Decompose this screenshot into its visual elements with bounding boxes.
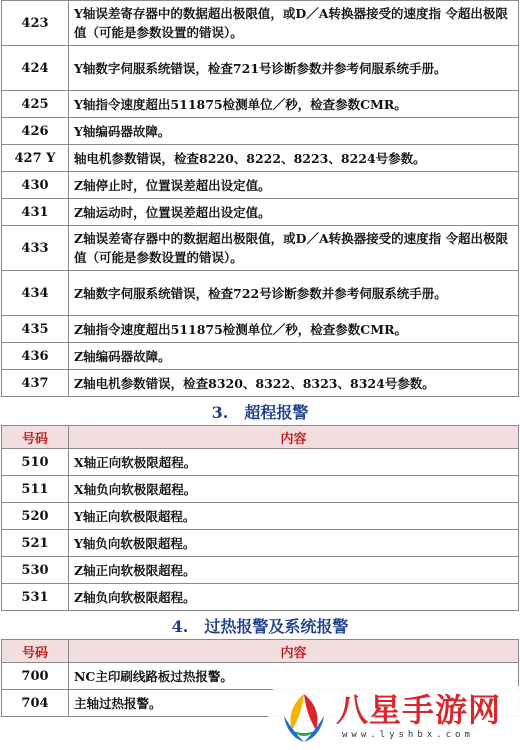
table-row	[2, 476, 519, 503]
alarm-code: 434	[2, 271, 69, 316]
alarm-code: 704	[2, 690, 69, 717]
alarm-code: 531	[2, 584, 69, 611]
alarm-description: Y轴编码器故障。	[69, 118, 519, 145]
alarm-code: 426	[2, 118, 69, 145]
table-row	[2, 530, 519, 557]
alarm-description: Y轴误差寄存器中的数据超出极限值，或D／A转换器接受的速度指 令超出极限值（可能是参数设置的错误）。	[69, 1, 519, 46]
alarm-code: 511	[2, 476, 69, 503]
alarm-code: 427 Y	[2, 145, 69, 172]
alarm-description: Z轴指令速度超出511875检测单位／秒，检查参数CMR。	[69, 316, 519, 343]
alarm-code: 700	[2, 663, 69, 690]
section-title-overheat: 4. 过热报警及系统报警	[2, 611, 519, 640]
leaf-logo-icon	[276, 690, 332, 746]
table-row	[2, 449, 519, 476]
section-title-overtravel: 3. 超程报警	[2, 397, 519, 426]
brand-name: 八星手游网	[336, 691, 502, 729]
alarm-description: Y轴数字伺服系统错误，检查721号诊断参数并参考伺服系统手册。	[69, 46, 519, 91]
table-row	[2, 226, 519, 271]
table-row	[2, 145, 519, 172]
alarm-description: Y轴指令速度超出511875检测单位／秒，检查参数CMR。	[69, 91, 519, 118]
site-watermark	[268, 686, 520, 750]
alarm-description: Y轴正向软极限超程。	[69, 503, 519, 530]
alarm-code: 521	[2, 530, 69, 557]
alarm-description: 主轴过热报警。	[69, 690, 519, 717]
alarm-description: Z轴运动时，位置误差超出设定值。	[69, 199, 519, 226]
alarm-description: Z轴停止时，位置误差超出设定值。	[69, 172, 519, 199]
table-row	[2, 316, 519, 343]
alarm-code: 430	[2, 172, 69, 199]
table-row	[2, 91, 519, 118]
alarm-code: 425	[2, 91, 69, 118]
brand-url: www.lyshbx.com	[342, 730, 474, 740]
column-header-code: 号码	[2, 640, 69, 663]
alarm-code: 435	[2, 316, 69, 343]
table-row	[2, 199, 519, 226]
alarm-description: Z轴编码器故障。	[69, 343, 519, 370]
column-header-code: 号码	[2, 426, 69, 449]
table-row	[2, 584, 519, 611]
table-header-row	[2, 640, 519, 663]
table-row	[2, 503, 519, 530]
alarm-description: Z轴电机参数错误，检查8320、8322、8323、8324号参数。	[69, 370, 519, 397]
alarm-code: 530	[2, 557, 69, 584]
alarm-code: 423	[2, 1, 69, 46]
table-row	[2, 343, 519, 370]
section-title-row	[2, 397, 519, 426]
alarm-description: Z轴正向软极限超程。	[69, 557, 519, 584]
table-row	[2, 370, 519, 397]
alarm-code: 436	[2, 343, 69, 370]
alarm-description: 轴电机参数错误，检查8220、8222、8223、8224号参数。	[69, 145, 519, 172]
alarm-table	[1, 0, 519, 717]
table-row	[2, 172, 519, 199]
table-row	[2, 557, 519, 584]
section-title-row	[2, 611, 519, 640]
table-row	[2, 1, 519, 46]
alarm-code: 424	[2, 46, 69, 91]
table-row	[2, 271, 519, 316]
alarm-description: X轴负向软极限超程。	[69, 476, 519, 503]
alarm-description: Z轴数字伺服系统错误，检查722号诊断参数并参考伺服系统手册。	[69, 271, 519, 316]
column-header-content: 内容	[69, 426, 519, 449]
alarm-description: Z轴误差寄存器中的数据超出极限值，或D／A转换器接受的速度指 令超出极限值（可能是参数设置的错误）。	[69, 226, 519, 271]
column-header-content: 内容	[69, 640, 519, 663]
alarm-code: 520	[2, 503, 69, 530]
alarm-description: Y轴负向软极限超程。	[69, 530, 519, 557]
alarm-description: NC主印刷线路板过热报警。	[69, 663, 519, 690]
alarm-code: 431	[2, 199, 69, 226]
alarm-code: 437	[2, 370, 69, 397]
alarm-code: 433	[2, 226, 69, 271]
alarm-description: X轴正向软极限超程。	[69, 449, 519, 476]
table-row	[2, 46, 519, 91]
alarm-description: Z轴负向软极限超程。	[69, 584, 519, 611]
table-header-row	[2, 426, 519, 449]
table-row	[2, 118, 519, 145]
alarm-code: 510	[2, 449, 69, 476]
